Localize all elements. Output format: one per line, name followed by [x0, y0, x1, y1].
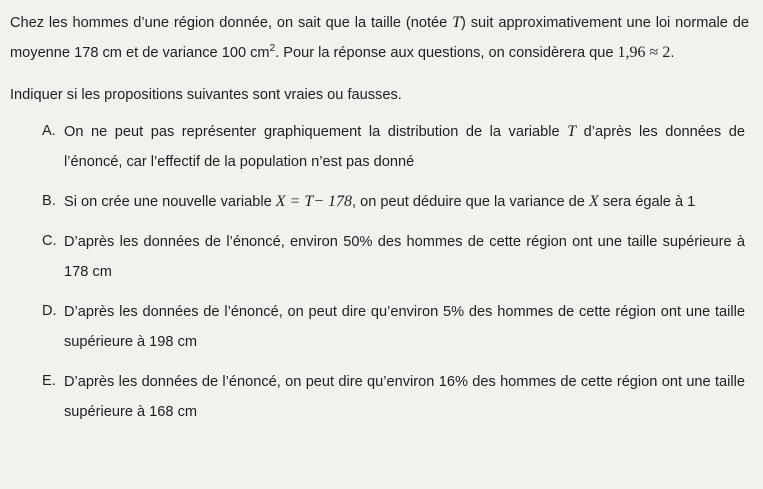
option-c	[10, 227, 749, 287]
option-letter: D.	[42, 303, 57, 319]
option-b-equation: X = T− 178	[275, 193, 353, 210]
option-b-text-2: , on peut déduire que la variance de	[352, 194, 589, 210]
option-letter: C.	[42, 233, 57, 249]
approximation: 1,96 ≈ 2	[617, 44, 671, 61]
option-a-text-1: On ne peut pas représenter graphiquement la distribution de la variable	[64, 124, 568, 140]
intro-text-2: ) suit approximativement une loi normale de moyenne 178 cm et de variance 100 cm	[10, 15, 749, 61]
option-text	[64, 187, 749, 217]
option-text: D’après les données de l’énoncé, on peut dire qu’environ 16% des hommes de cette région ont une taille supérieure à 168 cm	[64, 374, 745, 420]
intro-text-3: . Pour la réponse aux questions, on considèrera que	[275, 45, 618, 61]
option-e	[10, 367, 749, 427]
instruction: Indiquer si les propositions suivantes sont vraies ou fausses.	[10, 87, 402, 103]
option-b	[10, 187, 749, 217]
intro-text-4: .	[670, 45, 675, 61]
option-b-text-1: Si on crée une nouvelle variable	[64, 194, 276, 210]
option-text: D’après les données de l’énoncé, on peut dire qu’environ 5% des hommes de cette région ont une taille supérieure à 198 cm	[64, 304, 745, 350]
option-b-variable: X	[588, 193, 599, 210]
variable-t: T	[452, 14, 462, 31]
problem-statement	[10, 8, 749, 68]
option-a	[10, 117, 749, 177]
option-d	[10, 297, 749, 357]
option-text: D’après les données de l’énoncé, environ 50% des hommes de cette région ont une taille supérieure à 178 cm	[64, 234, 745, 280]
options-list	[10, 117, 749, 427]
option-text	[64, 117, 749, 177]
intro-text-1: Chez les hommes d’une région donnée, on sait que la taille (notée	[10, 15, 453, 31]
option-a-variable: T	[567, 123, 577, 140]
option-b-text-3: sera égale à 1	[598, 194, 696, 210]
unit-exponent: 2	[269, 43, 276, 55]
option-letter: A.	[42, 123, 56, 139]
option-a-text-2: d’après les données de l’énoncé, car l’effectif de la population n’est pas donné	[64, 124, 745, 170]
option-letter: B.	[42, 193, 56, 209]
option-letter: E.	[42, 373, 56, 389]
